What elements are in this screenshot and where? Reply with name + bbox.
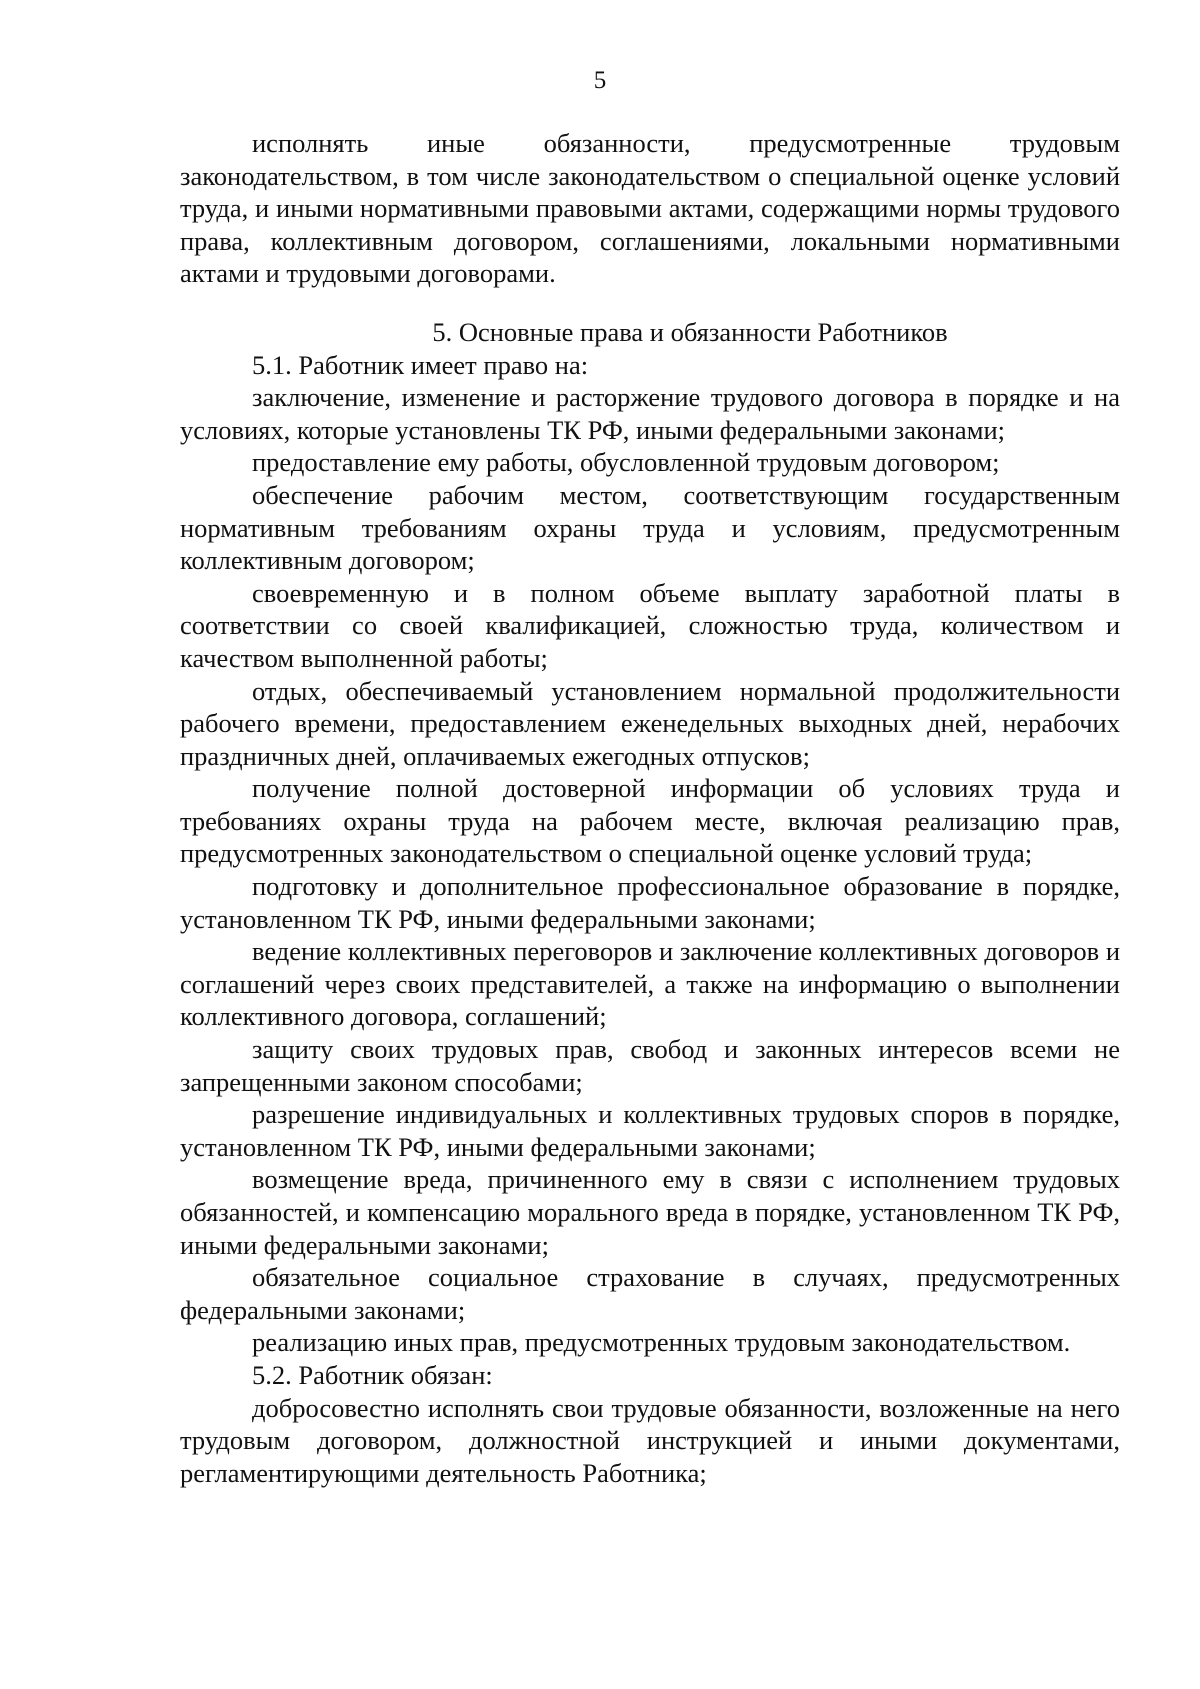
right-item: своевременную и в полном объеме выплату заработной платы в соответствии со своей квалификацией, сложностью труда, количеством и качеством выполненной работы; [180, 577, 1120, 673]
document-body [180, 127, 1120, 1489]
right-item: подготовку и дополнительное профессиональное образование в порядке, установленном ТК РФ, иными федеральными законами; [180, 871, 1120, 934]
page-number: 5 [593, 67, 607, 94]
right-item: защиту своих трудовых прав, свобод и законных интересов всеми не запрещенными законом способами; [180, 1034, 1120, 1097]
right-item: возмещение вреда, причиненного ему в связи с исполнением трудовых обязанностей, и компенсацию морального вреда в порядке, установленном ТК РФ, иными федеральными законами; [180, 1164, 1120, 1260]
right-item: заключение, изменение и расторжение трудового договора в порядке и на условиях, которые установлены ТК РФ, иными федеральными законами; [180, 382, 1120, 445]
right-item: предоставление ему работы, обусловленной трудовым договором; [252, 447, 1000, 478]
section-title: 5. Основные права и обязанности Работников [432, 316, 948, 347]
clause-5-1-heading: 5.1. Работник имеет право на: [252, 349, 589, 380]
intro-paragraph: исполнять иные обязанности, предусмотренные трудовым законодательством, в том числе законодательством о специальной оценке условий труда, и иными нормативными правовыми актами, содержащими нормы трудового права, коллективным договором, соглашениями, локальными нормативными актами и трудовыми договорами. [180, 128, 1120, 289]
right-item: получение полной достоверной информации об условиях труда и требованиях охраны труда на рабочем месте, включая реализацию прав, предусмотренных законодательством о специальной оценке условий труда; [180, 773, 1120, 869]
duty-item: добросовестно исполнять свои трудовые обязанности, возложенные на него трудовым договором, должностной инструкцией и иными документами, регламентирующими деятельность Работника; [180, 1392, 1120, 1488]
right-item: отдых, обеспечиваемый установлением нормальной продолжительности рабочего времени, предоставлением еженедельных выходных дней, нерабочих праздничных дней, оплачиваемых ежегодных отпусков; [180, 675, 1120, 771]
clause-5-2-heading: 5.2. Работник обязан: [252, 1359, 493, 1390]
right-item: разрешение индивидуальных и коллективных трудовых споров в порядке, установленном ТК РФ, иными федеральными законами; [180, 1099, 1120, 1162]
right-item: ведение коллективных переговоров и заключение коллективных договоров и соглашений через своих представителей, а также на информацию о выполнении коллективного договора, соглашений; [180, 936, 1120, 1032]
right-item: реализацию иных прав, предусмотренных трудовым законодательством. [252, 1327, 1071, 1358]
right-item: обеспечение рабочим местом, соответствующим государственным нормативным требованиям охраны труда и условиям, предусмотренным коллективным договором; [180, 479, 1120, 576]
right-item: обязательное социальное страхование в случаях, предусмотренных федеральными законами; [180, 1262, 1120, 1325]
